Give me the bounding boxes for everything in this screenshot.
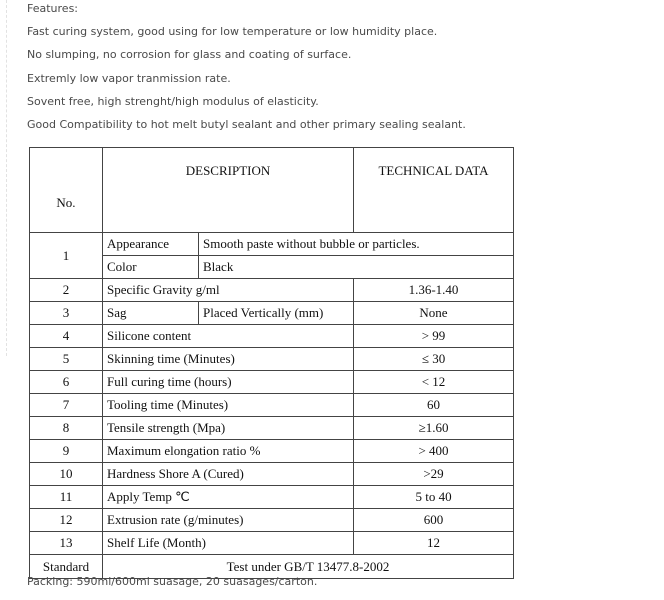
technical-data-table — [29, 147, 514, 579]
row-value: > 99 — [354, 325, 514, 348]
row-value: 5 to 40 — [354, 486, 514, 509]
row-no: 4 — [30, 325, 103, 348]
table-row — [30, 325, 514, 348]
row-desc: Tensile strength (Mpa) — [103, 417, 354, 440]
table-row — [30, 509, 514, 532]
table-row — [30, 256, 514, 279]
row-desc: Silicone content — [103, 325, 354, 348]
standard-value: Test under GB/T 13477.8-2002 — [103, 555, 514, 579]
row-desc: Specific Gravity g/ml — [103, 279, 354, 302]
row-sub: Placed Vertically (mm) — [199, 302, 354, 325]
row-desc: Appearance — [103, 233, 199, 256]
row-no: 11 — [30, 486, 103, 509]
table-row — [30, 394, 514, 417]
row-value: ≤ 30 — [354, 348, 514, 371]
row-no: 5 — [30, 348, 103, 371]
row-desc: Sag — [103, 302, 199, 325]
row-value: >29 — [354, 463, 514, 486]
row-value: 12 — [354, 532, 514, 555]
row-value: Black — [199, 256, 514, 279]
header-description: DESCRIPTION — [103, 148, 354, 233]
table-row — [30, 417, 514, 440]
row-desc: Hardness Shore A (Cured) — [103, 463, 354, 486]
row-desc: Skinning time (Minutes) — [103, 348, 354, 371]
table-row — [30, 371, 514, 394]
row-no: 1 — [30, 233, 103, 279]
feature-item: No slumping, no corrosion for glass and coating of surface. — [27, 48, 352, 62]
row-value: Smooth paste without bubble or particles. — [199, 233, 514, 256]
table-row — [30, 463, 514, 486]
row-no: 2 — [30, 279, 103, 302]
row-desc: Apply Temp ℃ — [103, 486, 354, 509]
standard-label: Standard — [30, 555, 103, 579]
left-gutter-divider — [0, 0, 7, 356]
row-desc: Shelf Life (Month) — [103, 532, 354, 555]
row-no: 13 — [30, 532, 103, 555]
row-no: 3 — [30, 302, 103, 325]
table-row — [30, 440, 514, 463]
table-row — [30, 279, 514, 302]
row-no: 7 — [30, 394, 103, 417]
table-row — [30, 233, 514, 256]
row-no: 6 — [30, 371, 103, 394]
table-row — [30, 302, 514, 325]
row-desc: Tooling time (Minutes) — [103, 394, 354, 417]
table-row — [30, 486, 514, 509]
feature-item: Fast curing system, good using for low temperature or low humidity place. — [27, 25, 438, 39]
table-row — [30, 348, 514, 371]
features-heading: Features: — [27, 2, 79, 15]
row-desc: Extrusion rate (g/minutes) — [103, 509, 354, 532]
row-value: ≥1.60 — [354, 417, 514, 440]
feature-item: Sovent free, high strenght/high modulus of elasticity. — [27, 94, 319, 108]
row-no: 9 — [30, 440, 103, 463]
row-value: 600 — [354, 509, 514, 532]
features-section — [27, 0, 647, 139]
table-row — [30, 532, 514, 555]
row-desc: Full curing time (hours) — [103, 371, 354, 394]
row-desc: Maximum elongation ratio % — [103, 440, 354, 463]
row-no: 10 — [30, 463, 103, 486]
table-header-row — [30, 148, 514, 233]
feature-item: Good Compatibility to hot melt butyl sealant and other primary sealing sealant. — [27, 117, 466, 131]
feature-item: Extremly low vapor tranmission rate. — [27, 71, 231, 85]
row-value: > 400 — [354, 440, 514, 463]
header-no: No. — [30, 148, 103, 233]
row-value: < 12 — [354, 371, 514, 394]
packing-info: Packing: 590ml/600ml suasage, 20 suasages/carton. — [27, 575, 318, 588]
row-desc: Color — [103, 256, 199, 279]
row-value: 1.36-1.40 — [354, 279, 514, 302]
row-no: 12 — [30, 509, 103, 532]
header-technical-data: TECHNICAL DATA — [354, 148, 514, 233]
row-no: 8 — [30, 417, 103, 440]
row-value: None — [354, 302, 514, 325]
row-value: 60 — [354, 394, 514, 417]
